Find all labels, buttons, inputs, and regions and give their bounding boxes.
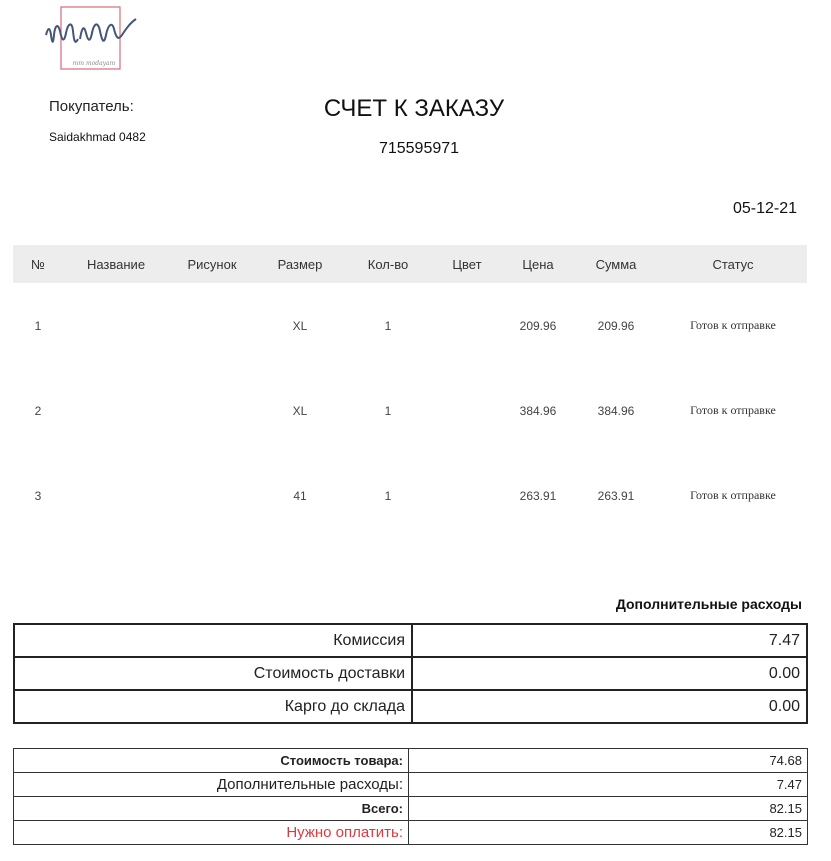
row-status: Готов к отправке (690, 318, 776, 332)
extra-costs-table (13, 623, 808, 724)
buyer-label: Покупатель: (49, 98, 134, 115)
column-header-color: Цвет (452, 256, 482, 272)
grand-total-label: Всего: (14, 797, 409, 821)
table-row (14, 749, 808, 773)
grand-total-value: 82.15 (409, 797, 808, 821)
row-number: 3 (34, 488, 42, 503)
row-status: Готов к отправке (690, 488, 776, 502)
row-quantity: 1 (384, 318, 392, 333)
cargo-value: 0.00 (412, 690, 807, 723)
amount-due-label: Нужно оплатить: (14, 821, 409, 845)
table-row (14, 773, 808, 797)
row-size: 41 (293, 488, 307, 503)
row-size: XL (292, 318, 308, 333)
items-table (13, 245, 807, 538)
goods-cost-value: 74.68 (409, 749, 808, 773)
buyer-name: Saidakhmad 0482 (49, 130, 146, 144)
row-number: 2 (34, 403, 42, 418)
row-sum: 384.96 (597, 403, 635, 418)
totals-table (13, 748, 808, 845)
extra-costs-title: Дополнительные расходы (615, 596, 802, 612)
row-quantity: 1 (384, 488, 392, 503)
table-row (14, 690, 807, 723)
row-sum: 209.96 (597, 318, 635, 333)
commission-label: Комиссия (14, 624, 412, 657)
column-header-size: Размер (277, 256, 323, 272)
row-price: 384.96 (519, 403, 557, 418)
row-number: 1 (34, 318, 42, 333)
table-row (13, 368, 807, 453)
column-header-status: Статус (712, 256, 754, 272)
delivery-cost-value: 0.00 (412, 657, 807, 690)
column-header-sum: Сумма (595, 256, 637, 272)
row-price: 263.91 (519, 488, 557, 503)
table-row (14, 624, 807, 657)
table-row (14, 657, 807, 690)
items-table-header (13, 245, 807, 283)
row-price: 209.96 (519, 318, 557, 333)
table-row (13, 453, 807, 538)
column-header-number: № (31, 256, 45, 272)
row-size: XL (292, 403, 308, 418)
table-row (14, 797, 808, 821)
column-header-quantity: Кол-во (367, 256, 409, 272)
column-header-price: Цена (522, 256, 554, 272)
column-header-name: Название (86, 256, 146, 272)
table-row (13, 283, 807, 368)
row-quantity: 1 (384, 403, 392, 418)
brand-logo-icon (42, 5, 138, 71)
column-header-picture: Рисунок (187, 256, 237, 272)
table-row (14, 821, 808, 845)
row-status: Готов к отправке (690, 403, 776, 417)
delivery-cost-label: Стоимость доставки (14, 657, 412, 690)
goods-cost-label: Стоимость товара: (14, 749, 409, 773)
cargo-label: Карго до склада (14, 690, 412, 723)
page-title: СЧЕТ К ЗАКАЗУ (323, 95, 505, 122)
extra-costs-total-label: Дополнительные расходы: (14, 773, 409, 797)
invoice-date: 05-12-21 (732, 200, 797, 217)
amount-due-value: 82.15 (409, 821, 808, 845)
extra-costs-total-value: 7.47 (409, 773, 808, 797)
commission-value: 7.47 (412, 624, 807, 657)
row-sum: 263.91 (597, 488, 635, 503)
logo-text: mm modayam (72, 60, 116, 67)
order-number: 715595971 (378, 140, 460, 157)
